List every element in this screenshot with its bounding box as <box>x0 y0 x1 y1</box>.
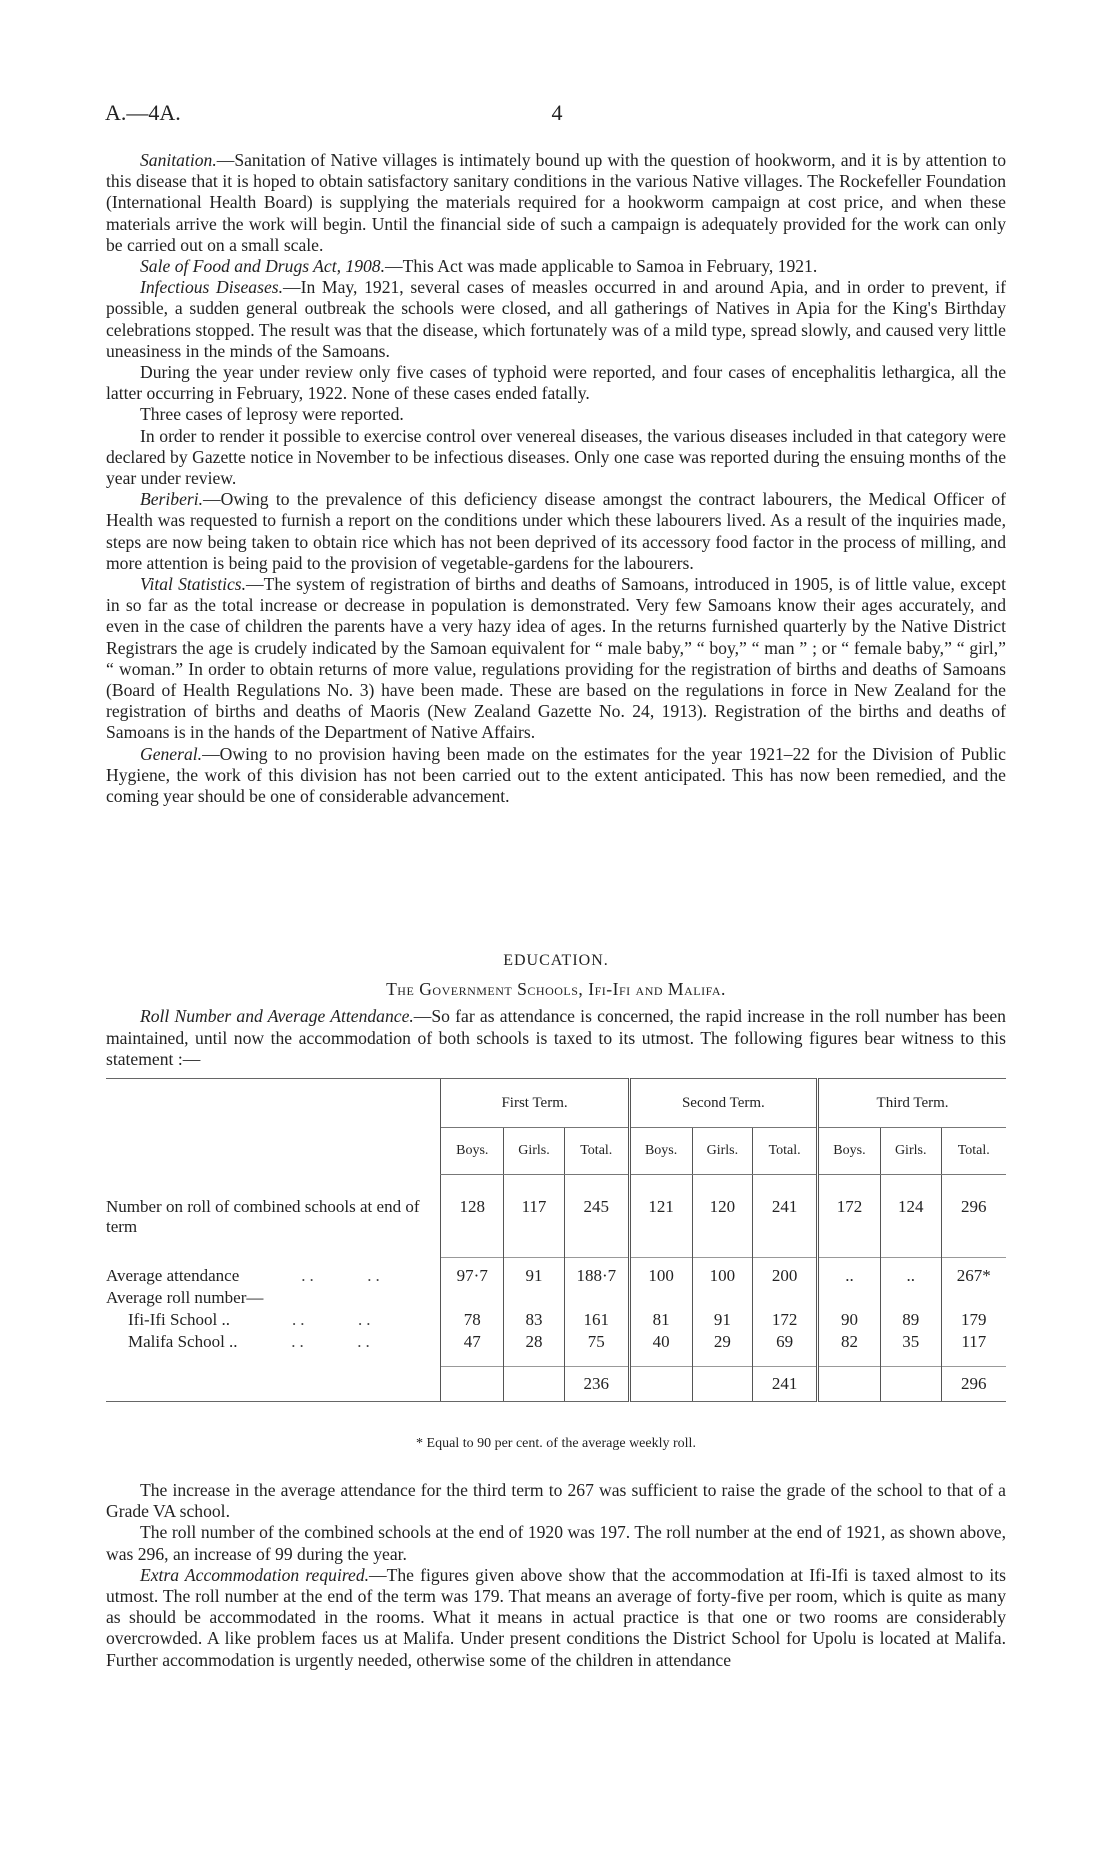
education-section <box>106 950 1006 1070</box>
paragraph-roll-increase <box>106 1522 1006 1564</box>
paragraph-typhoid <box>106 362 1006 404</box>
table-cell: 82 <box>818 1332 881 1367</box>
paragraph-text: —So far as attendance is concerned, the rapid increase in the roll number has been maintained, until now the accommodation of both schools is taxed to its utmost. The following figures bear witness to this statement :— <box>106 1006 1006 1069</box>
table-row <box>106 1175 1006 1258</box>
paragraph-lead: Extra Accommodation required. <box>140 1564 370 1585</box>
education-subheading: The Government Schools, Ifi-Ifi and Malifa. <box>386 979 726 1000</box>
table-cell: .. <box>818 1258 881 1289</box>
term-header-third: Third Term. <box>818 1079 1006 1128</box>
table-cell <box>504 1367 565 1402</box>
table-cell <box>818 1288 881 1310</box>
row-label <box>106 1332 441 1367</box>
table-cell: 120 <box>692 1175 753 1258</box>
table-cell: 97·7 <box>441 1258 504 1289</box>
table-cell: 47 <box>441 1332 504 1367</box>
education-continued <box>106 1480 1006 1671</box>
table-row <box>106 1258 1006 1289</box>
table-cell <box>504 1288 565 1310</box>
paragraph-lead: Vital Statistics. <box>140 574 247 595</box>
row-label-text: Ifi-Ifi School .. <box>128 1310 230 1329</box>
col-header-total: Total. <box>941 1128 1006 1175</box>
table-cell: 241 <box>753 1175 818 1258</box>
table-cell: 91 <box>504 1258 565 1289</box>
paragraph-text: —Sanitation of Native villages is intimately bound up with the question of hookworm, and it is by attention to this disease that it is hoped to obtain satisfactory sanitary conditions in the various Native villages. The Rockefeller Foundation (International Health Board) is supplying the materials required for a hookworm campaign at cost price, and when these materials arrive the work will begin. Until the financial side of such a campaign is adequately provided for the work can only be carried out on a small scale. <box>106 150 1006 255</box>
table-cell: 121 <box>629 1175 692 1258</box>
paragraph-accommodation <box>106 1565 1006 1671</box>
table-row <box>106 1288 1006 1310</box>
table-cell: 81 <box>629 1310 692 1332</box>
table-cell: 100 <box>692 1258 753 1289</box>
table-cell: 69 <box>753 1332 818 1367</box>
paragraph-general <box>106 744 1006 808</box>
row-label-text: Average attendance <box>106 1265 240 1285</box>
table-cell: 161 <box>564 1310 629 1332</box>
attendance-table <box>106 1078 1006 1402</box>
paragraph-vital-statistics <box>106 574 1006 744</box>
table-cell: 83 <box>504 1310 565 1332</box>
row-label <box>106 1367 441 1402</box>
paragraph-sanitation <box>106 150 1006 256</box>
table-cell <box>880 1367 941 1402</box>
table-cell <box>441 1367 504 1402</box>
table-cell: 89 <box>880 1310 941 1332</box>
paragraph-text: —This Act was made applicable to Samoa in February, 1921. <box>385 256 818 277</box>
row-label: Average roll number— <box>106 1288 264 1307</box>
table-corner <box>106 1079 441 1128</box>
table-cell: 200 <box>753 1258 818 1289</box>
table-cell: 117 <box>941 1332 1006 1367</box>
table-cell: 35 <box>880 1332 941 1367</box>
paragraph-food-drugs-act <box>106 256 1006 277</box>
table-corner <box>106 1128 441 1175</box>
table-cell <box>941 1288 1006 1310</box>
paragraph-text: —The system of registration of births and deaths of Samoans, introduced in 1905, is of little value, except in so far as the total increase or decrease in population is demonstrated. Very few Samoans know their ages accurately, and even in the case of children the parents have a very hazy idea of ages. In the returns furnished quarterly by the Native District Registrars the age is crudely indicated by the Samoan equivalent for “ male baby,” “ boy,” “ man ” ; or “ female baby,” “ girl,” “ woman.” In order to obtain returns of more value, regulations providing for the registration of births and deaths of Samoans (Board of Health Regulations No. 3) have been made. These are based on the regulations in force in New Zealand for the registration of births and deaths of Maoris (New Zealand Gazette No. 24, 1913). Registration of the births and deaths of Samoans is in the hands of the Department of Native Affairs. <box>106 574 1006 743</box>
table-cell <box>692 1288 753 1310</box>
leader-dots: .. .. <box>234 1310 375 1329</box>
table-cell: 188·7 <box>564 1258 629 1289</box>
table-cell <box>629 1367 692 1402</box>
table-cell: 245 <box>564 1175 629 1258</box>
paragraph-roll-number <box>106 1006 1006 1070</box>
table-cell <box>692 1367 753 1402</box>
paragraph-text: During the year under review only five cases of typhoid were reported, and four cases of encephalitis lethargica, all the latter occurring in February, 1922. None of these cases ended fatally. <box>106 362 1006 404</box>
paragraph-text: —Owing to the prevalence of this deficiency disease amongst the contract labourers, the Medical Officer of Health was requested to furnish a report on the conditions under which these labourers lived. As a result of the inquiries made, steps are now being taken to obtain rice which has not been deprived of its accessory food factor in the process of milling, and more attention is being paid to the provision of vegetable-gardens for the labourers. <box>106 489 1006 573</box>
col-header-boys: Boys. <box>441 1128 504 1175</box>
table-row <box>106 1332 1006 1367</box>
row-label <box>106 1310 441 1332</box>
table-total-row <box>106 1367 1006 1402</box>
table-cell: 124 <box>880 1175 941 1258</box>
paragraph-infectious-diseases <box>106 277 1006 362</box>
term-header-second: Second Term. <box>629 1079 817 1128</box>
table-cell: 28 <box>504 1332 565 1367</box>
document-reference: A.—4A. <box>105 100 181 125</box>
table-row <box>106 1310 1006 1332</box>
table-cell: 236 <box>564 1367 629 1402</box>
table-cell: 75 <box>564 1332 629 1367</box>
table-cell <box>753 1288 818 1310</box>
leader-dots: .. .. <box>241 1332 374 1351</box>
table-cell <box>818 1367 881 1402</box>
table-cell: 91 <box>692 1310 753 1332</box>
col-header-total: Total. <box>753 1128 818 1175</box>
table-cell: 296 <box>941 1175 1006 1258</box>
table-cell: 29 <box>692 1332 753 1367</box>
paragraph-text: —In May, 1921, several cases of measles occurred in and around Apia, and in order to prevent, if possible, a sudden general outbreak the schools were closed, and all gatherings of Natives in Apia for the King's Birthday celebrations stopped. The result was that the disease, which fortunately was of a mild type, spread slowly, and caused very little uneasiness in the minds of the Samoans. <box>106 277 1006 361</box>
paragraph-beriberi <box>106 489 1006 574</box>
table-cell: 241 <box>753 1367 818 1402</box>
col-header-girls: Girls. <box>880 1128 941 1175</box>
table-cell: 179 <box>941 1310 1006 1332</box>
paragraph-lead: Beriberi. <box>140 489 204 510</box>
paragraph-grade <box>106 1480 1006 1522</box>
paragraph-lead: Sanitation. <box>140 150 217 170</box>
table-cell: 172 <box>753 1310 818 1332</box>
row-label-text: Malifa School .. <box>128 1332 238 1351</box>
table-subheader-row <box>106 1128 1006 1175</box>
table-cell: 117 <box>504 1175 565 1258</box>
table-cell: 172 <box>818 1175 881 1258</box>
table-cell <box>441 1288 504 1310</box>
paragraph-lead: Sale of Food and Drugs Act, 1908. <box>140 256 385 277</box>
leader-dots: .. .. <box>243 1265 384 1285</box>
education-heading: EDUCATION. <box>503 952 609 969</box>
table-cell <box>880 1288 941 1310</box>
col-header-girls: Girls. <box>692 1128 753 1175</box>
col-header-boys: Boys. <box>629 1128 692 1175</box>
table-cell: .. <box>880 1258 941 1289</box>
page-number: 4 <box>551 100 563 125</box>
table-cell: 100 <box>629 1258 692 1289</box>
paragraph-lead: Roll Number and Average Attendance. <box>140 1006 414 1027</box>
paragraph-text: The roll number of the combined schools at the end of 1920 was 197. The roll number at the end of 1921, as shown above, was 296, an increase of 99 during the year. <box>106 1522 1006 1564</box>
table-cell: 267* <box>941 1258 1006 1289</box>
paragraph-lead: Infectious Diseases. <box>140 277 283 298</box>
table-footnote: * Equal to 90 per cent. of the average weekly roll. <box>416 1436 696 1451</box>
table-cell: 78 <box>441 1310 504 1332</box>
health-section <box>106 150 1006 807</box>
table-cell: 128 <box>441 1175 504 1258</box>
row-label: Number on roll of combined schools at end of term <box>106 1196 420 1236</box>
col-header-total: Total. <box>564 1128 629 1175</box>
paragraph-text: The increase in the average attendance for the third term to 267 was sufficient to raise the grade of the school to that of a Grade VA school. <box>106 1480 1006 1522</box>
table-cell: 40 <box>629 1332 692 1367</box>
paragraph-lead: General. <box>140 743 203 764</box>
term-header-first: First Term. <box>441 1079 629 1128</box>
table-term-header-row <box>106 1079 1006 1128</box>
paragraph-leprosy <box>106 404 1006 425</box>
paragraph-text: —Owing to no provision having been made on the estimates for the year 1921–22 for the Division of Public Hygiene, the work of this division has not been carried out to the extent anticipated. This has now been remedied, and the coming year should be one of considerable advancement. <box>106 743 1006 807</box>
paragraph-text: In order to render it possible to exercise control over venereal diseases, the various diseases included in that category were declared by Gazette notice in November to be infectious diseases. Only one case was reported during the ensuing months of the year under review. <box>106 425 1006 489</box>
table-cell: 90 <box>818 1310 881 1332</box>
table-cell: 296 <box>941 1367 1006 1402</box>
paragraph-venereal <box>106 426 1006 490</box>
col-header-girls: Girls. <box>504 1128 565 1175</box>
paragraph-text: Three cases of leprosy were reported. <box>140 404 404 425</box>
table-cell <box>629 1288 692 1310</box>
table-cell <box>564 1288 629 1310</box>
paragraph-text: —The figures given above show that the accommodation at Ifi-Ifi is taxed almost to its utmost. The roll number at the end of the term was 179. That means an average of forty-five per room, which is quite as many as should be accommodated in the rooms. What it means in actual practice is that one or two rooms are considerably overcrowded. A like problem faces us at Malifa. Under present conditions the District School for Upolu is located at Malifa. Further accommodation is urgently needed, otherwise some of the children in attendance <box>106 1564 1006 1670</box>
row-label <box>106 1258 441 1289</box>
page-header <box>105 100 1009 130</box>
col-header-boys: Boys. <box>818 1128 881 1175</box>
